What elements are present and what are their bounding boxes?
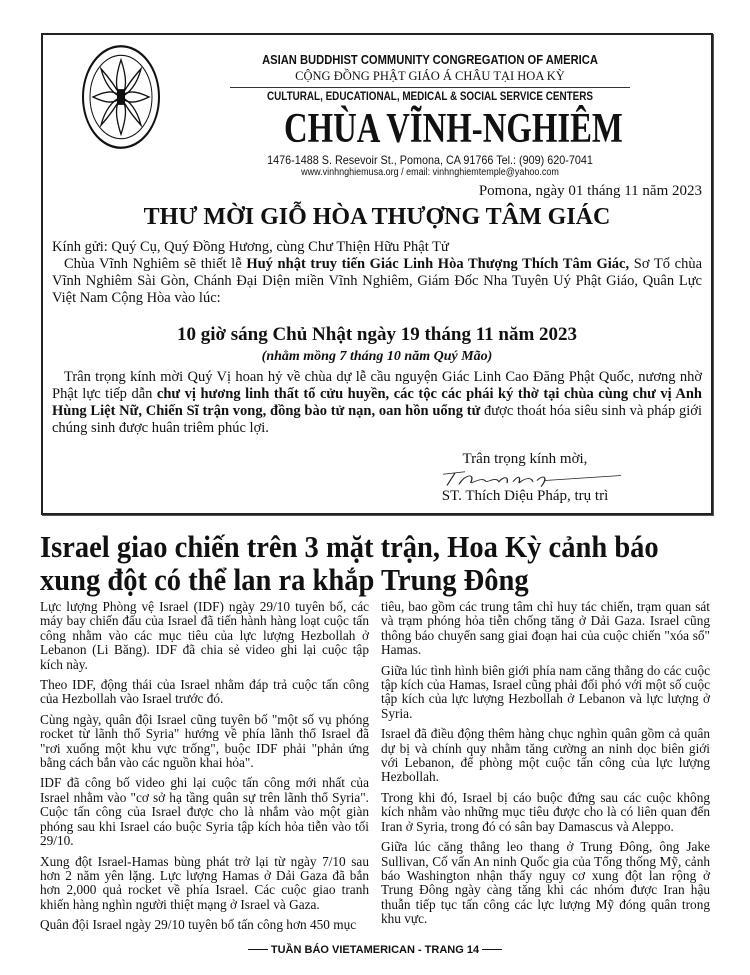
signer-name: ST. Thích Diệu Pháp, trụ trì [441,488,609,504]
letter-date: Pomona, ngày 01 tháng 11 năm 2023 [478,183,702,199]
headline-line-1: Israel giao chiến trên 3 mặt trận, Hoa Kỳ cảnh báo [40,529,659,564]
paragraph: Lực lượng Phòng vệ Israel (IDF) ngày 29/10 tuyên bố, các máy bay chiến đấu của Israel đã tiến hành hàng loạt cuộc tấn công nhằm vào các mục tiêu của lực lượng Hezbollah ở Lebanon (Li Băng). IDF đã chia sẻ video ghi lại cuộc tập kích này. [40,599,369,672]
temple-name: CHÙA VĨNH-NGHIÊM [284,106,623,152]
paragraph: Cùng ngày, quân đội Israel cũng tuyên bố "một số vụ phóng rocket từ lãnh thổ Syria" hướng về phía lãnh thổ Israel đã "rơi xuống một khu vực trống", buộc IDF phải "phản ứng bằng cách bắn vào các nguồn khai hỏa". [40,711,369,771]
paragraph: Xung đột Israel-Hamas bùng phát trở lại từ ngày 7/10 sau hơn 2 năm yên lặng. Lực lượng Hamas ở Dải Gaza đã bắn hơn 2,000 quả rocket về phía Israel. Các cuộc giao tranh khiến hàng nghìn người thiệt mạng ở Israel và Gaza. [40,853,369,912]
paragraph: Quân đội Israel ngày 29/10 tuyên bố tấn công hơn 450 mục [40,917,357,933]
article-headline [40,530,666,596]
closing: Trân trọng kính mời, [462,451,588,467]
footer-rule-left [248,949,268,950]
page-footer [0,943,750,965]
header-divider [230,87,630,88]
p2-text-b: được thoát hóa siêu sinh và pháp giới chúng sinh được huân triêm phúc lợi. [52,403,702,436]
p1-bold: Huý nhật truy tiến Giác Linh Hòa Thượng Thích Tâm Giác, [246,256,630,272]
footer-rule-right [482,949,502,950]
paragraph: Giữa lúc tình hình biên giới phía nam căng thẳng do các cuộc tập kích của Hamas, Israel cũng phải đối phó với một số cuộc tập kích của lực lượng Hezbollah ở Lebanon và lực lượng ở Syria. [381,662,710,721]
invitation-paragraph-2 [52,369,702,437]
paragraph: Giữa lúc căng thẳng leo thang ở Trung Đông, ông Jake Sullivan, Cố vấn An ninh Quốc gia của Tổng thống Mỹ, cảnh báo Washington nhận thấy nguy cơ xung đột lan rộng ở Trung Đông ngày càng tăng khi các nhóm được Iran hậu thuẫn tiếp tục tấn công các lực lượng Mỹ đóng quân trong khu vực. [381,839,710,927]
org-name-en: ASIAN BUDDHIST COMMUNITY CONGREGATION OF AMERICA [262,52,598,67]
invitation-title: THƯ MỜI GIỖ HÒA THƯỢNG TÂM GIÁC [143,204,611,230]
invitation-body [52,239,702,505]
services-line: CULTURAL, EDUCATIONAL, MEDICAL & SOCIAL SERVICE CENTERS [266,91,594,103]
p1-text-a: Chùa Vĩnh Nghiêm sẽ thiết lễ [64,256,247,272]
paragraph: Trong khi đó, Israel bị cáo buộc đứng sau các cuộc không kích nhằm vào những mục tiêu được cho là có liên quan đến Iran ở Syria, trong đó có sân bay Damascus và Aleppo. [381,789,710,834]
p1-text-b: Sơ Tổ chùa Vĩnh Nghiêm Sài Gòn, Chánh Đại Diện miền Vĩnh Nghiêm, Giám Đốc Nha Tuyên Uý Phật Giáo, Quân Lực Việt Nam Cộng Hòa vào lúc: [52,256,703,306]
greeting: Kính gửi: Quý Cụ, Quý Đồng Hương, cùng Chư Thiện Hữu Phật Tử [52,239,449,255]
article-column-left [40,600,369,939]
paragraph: Theo IDF, động thái của Israel nhằm đáp trả cuộc tấn công của Hezbollah vào Israel trước đó. [40,677,369,707]
invitation-paragraph-1 [52,256,702,307]
event-lunar-date: (nhằm mồng 7 tháng 10 năm Quý Mão) [261,349,493,364]
paragraph: Israel đã điều động thêm hàng chục nghìn quân gồm cả quân dự bị và chính quy nhằm tăng cường an ninh dọc biên giới với Lebanon, để phòng một cuộc tấn công của lực lượng Hezbollah. [381,726,710,785]
p2-text-a: Trân trọng kính mời Quý Vị hoan hỷ về chùa dự lễ cầu nguyện Giác Linh Cao Đăng Phật Quốc, nương nhờ Phật lực tiếp dẫn [52,369,702,402]
p2-bold: chư vị hương linh thất tổ cửu huyền, các tộc các phái ký thờ tại chùa cùng chư vị Anh Hùng Liệt Nữ, Chiến Sĩ trận vong, đồng bào tử nạn, oan hồn uổng tử [52,386,702,419]
handwritten-signature [425,468,625,488]
paragraph: IDF đã công bố video ghi lại cuộc tấn công mới nhất của Israel nhằm vào "cơ sở hạ tầng quân sự trên lãnh thổ Syria". Cuộc tấn công của Israel được cho là nhắm vào một giàn phóng sau khi Israel cáo buộc Syria tập kích hỏa tiễn vào tối 29/10. [40,775,369,849]
footer-text: TUẦN BÁO VIETAMERICAN - TRANG 14 [270,943,480,956]
closing-block [400,451,650,505]
paragraph: tiêu, bao gồm các trung tâm chỉ huy tác chiến, trạm quan sát và trạm phóng hỏa tiễn chống tăng ở Dải Gaza. Israel cũng thông báo chuyển sang giai đoạn hai của cuộc chiến "xóa sổ" Hamas. [381,599,710,658]
address-line: 1476-1488 S. Resevoir St., Pomona, CA 91766 Tel.: (909) 620-7041 [267,153,593,167]
article-column-right [381,600,710,939]
article-columns [40,600,710,939]
event-time: 10 giờ sáng Chủ Nhật ngày 19 tháng 11 năm 2023 [176,324,578,345]
temple-seal-logo [81,44,161,150]
article-section [0,530,750,965]
org-name-vi: CỘNG ĐỒNG PHẬT GIÁO Á CHÂU TẠI HOA KỲ [295,69,565,83]
headline-line-2: xung đột có thể lan ra khắp Trung Đông [40,562,529,597]
web-email-line: www.vinhnghiemusa.org / email: vinhnghiemtemple@yahoo.com [301,167,559,178]
